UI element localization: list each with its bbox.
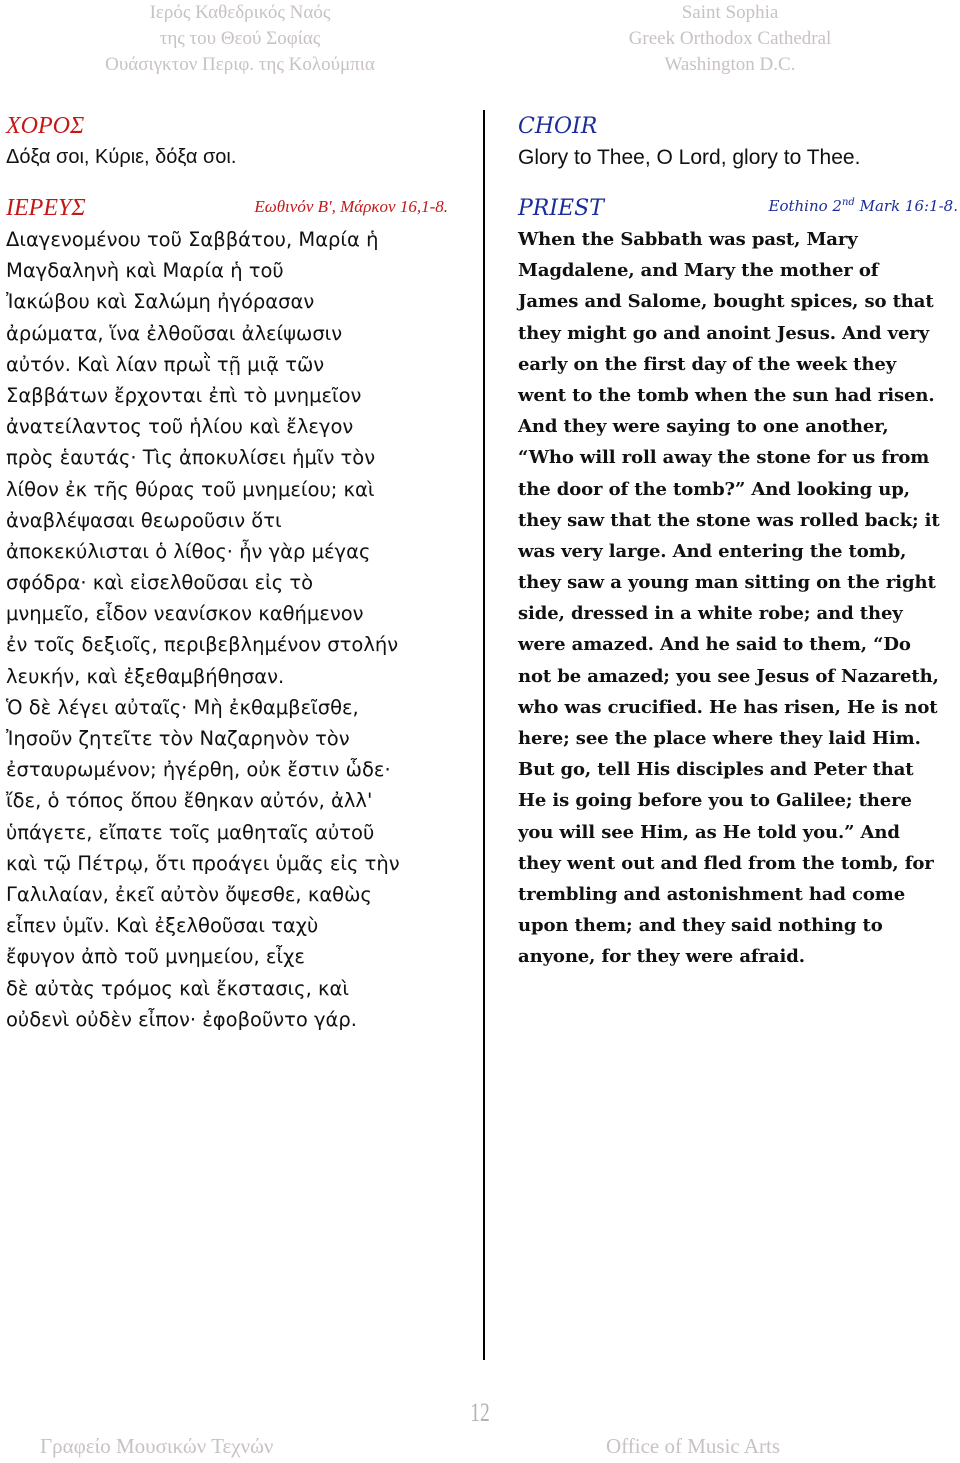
english-reference-suffix: Mark 16:1-8. [854, 197, 958, 215]
greek-reading [6, 224, 468, 1035]
header-greek [20, 0, 460, 78]
greek-reading-line: ἴδε, ὁ τόπος ὅπου ἔθηκαν αὐτόν, ἀλλ' [6, 789, 373, 813]
english-reading-line: the door of the tomb?” And looking up, [518, 478, 910, 500]
english-reading-line: they went out and fled from the tomb, for [518, 852, 934, 874]
greek-priest-heading [6, 193, 468, 224]
english-reading-line: was very large. And entering the tomb, [518, 540, 907, 562]
greek-choir-text: Δόξα σοι, Κύριε, δόξα σοι. [6, 146, 237, 168]
greek-reading-line: οὐδενὶ οὐδὲν εἶπον· ἐφοβοῦντο γάρ. [6, 1007, 357, 1031]
english-reference [769, 197, 959, 215]
greek-reading-line: ἐν τοῖς δεξιοῖς, περιβεβλημένον στολήν [6, 633, 399, 657]
english-reading-line: trembling and astonishment had come [518, 883, 906, 905]
english-choir-text: Glory to Thee, O Lord, glory to Thee. [518, 146, 861, 169]
english-reading-line: He is going before you to Galilee; there [518, 790, 912, 812]
greek-reading-line: πρὸς ἑαυτάς· Τὶς ἀποκυλίσει ἡμῖν τὸν [6, 446, 376, 470]
header-greek-line: Ιερός Καθεδρικός Ναός [149, 2, 331, 23]
greek-reading-line: ἀποκεκύλισται ὁ λίθος· ἦν γὰρ μέγας [6, 539, 371, 563]
english-priest-heading [518, 193, 958, 224]
english-column [518, 111, 958, 973]
english-reference-sup: nd [841, 197, 855, 208]
greek-reading-line: ἐσταυρωμένον; ἠγέρθη, οὐκ ἔστιν ὧδε· [6, 758, 391, 782]
english-reading-line: you will see Him, as He told you.” And [518, 821, 900, 843]
english-reading-line: James and Salome, bought spices, so that [518, 291, 934, 313]
greek-reading-line: ἀναβλέψασαι θεωροῦσιν ὅτι [6, 508, 282, 532]
column-divider [483, 110, 485, 1360]
english-priest-role: PRIEST [518, 196, 604, 221]
english-reading-line: they saw that the stone was rolled back; it [518, 509, 940, 531]
english-reading-line: were amazed. And he said to them, “Do [518, 634, 911, 656]
page-number: 12 [470, 1398, 490, 1427]
english-choir-role: CHOIR [518, 114, 598, 139]
greek-reading-line: δὲ αὐτὰς τρόμος καὶ ἔκστασις, καὶ [6, 976, 349, 1000]
footer-english: Office of Music Arts [606, 1434, 780, 1458]
greek-reading-line: εἶπεν ὑμῖν. Καὶ ἐξελθοῦσαι ταχὺ [6, 914, 319, 938]
greek-reading-line: λευκήν, καὶ ἐξεθαμβήθησαν. [6, 664, 285, 688]
greek-reading-line: ἀρώματα, ἵνα ἐλθοῦσαι ἀλείψωσιν [6, 321, 343, 345]
greek-reading-line: Σαββάτων ἔρχονται ἐπὶ τὸ μνημεῖον [6, 383, 362, 407]
english-reading-line: here; see the place where they laid Him. [518, 728, 921, 749]
english-reading-line: But go, tell His disciples and Peter that [518, 759, 914, 781]
greek-priest-role: ΙΕΡΕΥΣ [6, 195, 86, 221]
english-reading [518, 224, 958, 973]
greek-reference: Εωθινόν Β', Μάρκον 16,1-8. [254, 197, 448, 216]
greek-reading-line: λίθον ἐκ τῆς θύρας τοῦ μνημείου; καὶ [6, 477, 375, 501]
greek-reading-line: ὑπάγετε, εἴπατε τοῖς μαθηταῖς αὐτοῦ [6, 820, 375, 844]
greek-column [6, 111, 468, 1035]
english-reading-line: Magdalene, and Mary the mother of [518, 260, 879, 282]
greek-reading-line: ἀνατείλαντος τοῦ ἡλίου καὶ ἔλεγον [6, 415, 354, 439]
english-reading-line: And they were saying to one another, [518, 416, 889, 438]
header-greek-line: Ουάσιγκτον Περιφ. της Κολούμπια [105, 54, 375, 75]
header-english-line: Greek Orthodox Cathedral [628, 28, 832, 49]
greek-reading-line: σφόδρα· καὶ εἰσελθοῦσαι εἰς τὸ [6, 571, 314, 595]
header-english [520, 0, 940, 78]
footer-greek: Γραφείο Μουσικών Τεχνών [40, 1434, 274, 1458]
greek-reading-line: Ὁ δὲ λέγει αὐταῖς· Μὴ ἐκθαμβεῖσθε, [6, 695, 359, 719]
english-reading-line: When the Sabbath was past, Mary [518, 229, 858, 250]
greek-reading-line: Διαγενομένου τοῦ Σαββάτου, Μαρία ἡ [6, 228, 379, 251]
header-greek-line: της του Θεού Σοφίας [159, 28, 321, 49]
greek-reading-line: Ἰακώβου καὶ Σαλώμη ἠγόρασαν [6, 290, 315, 314]
english-reading-line: they might go and anoint Jesus. And very [518, 322, 930, 344]
english-reading-line: early on the first day of the week they [518, 353, 897, 375]
english-reading-line: anyone, for they were afraid. [518, 946, 805, 968]
greek-reading-line: ἔφυγον ἀπὸ τοῦ μνημείου, εἶχε [6, 945, 305, 969]
greek-reading-line: Μαγδαληνὴ καὶ Μαρία ἡ τοῦ [6, 259, 284, 283]
english-reading-line: who was crucified. He has risen, He is not [518, 696, 938, 718]
greek-reading-line: Ἰησοῦν ζητεῖτε τὸν Ναζαρηνὸν τὸν [6, 727, 350, 750]
english-reading-line: “Who will roll away the stone for us from [518, 447, 930, 469]
english-reading-line: side, dressed in a white robe; and they [518, 603, 903, 625]
greek-reading-line: Γαλιλαίαν, ἐκεῖ αὐτὸν ὄψεσθε, καθὼς [6, 882, 372, 906]
greek-reading-line: μνημεῖο, εἶδον νεανίσκον καθήμενον [6, 602, 364, 626]
english-reading-line: not be amazed; you see Jesus of Nazareth, [518, 665, 939, 687]
greek-choir-role: ΧΟΡΟΣ [6, 113, 85, 139]
header-english-line: Saint Sophia [681, 2, 779, 23]
english-reading-line: went to the tomb when the sun had risen. [518, 384, 935, 406]
english-reading-line: they saw a young man sitting on the right [518, 572, 936, 594]
header-english-line: Washington D.C. [664, 54, 796, 75]
english-reading-line: upon them; and they said nothing to [518, 915, 883, 937]
greek-reading-line: καὶ τῷ Πέτρῳ, ὅτι προάγει ὑμᾶς εἰς τὴν [6, 851, 400, 875]
greek-reading-line: αὐτόν. Καὶ λίαν πρωῒ τῇ μιᾷ τῶν [6, 352, 325, 376]
english-reference-prefix: Eothino 2 [768, 197, 842, 215]
